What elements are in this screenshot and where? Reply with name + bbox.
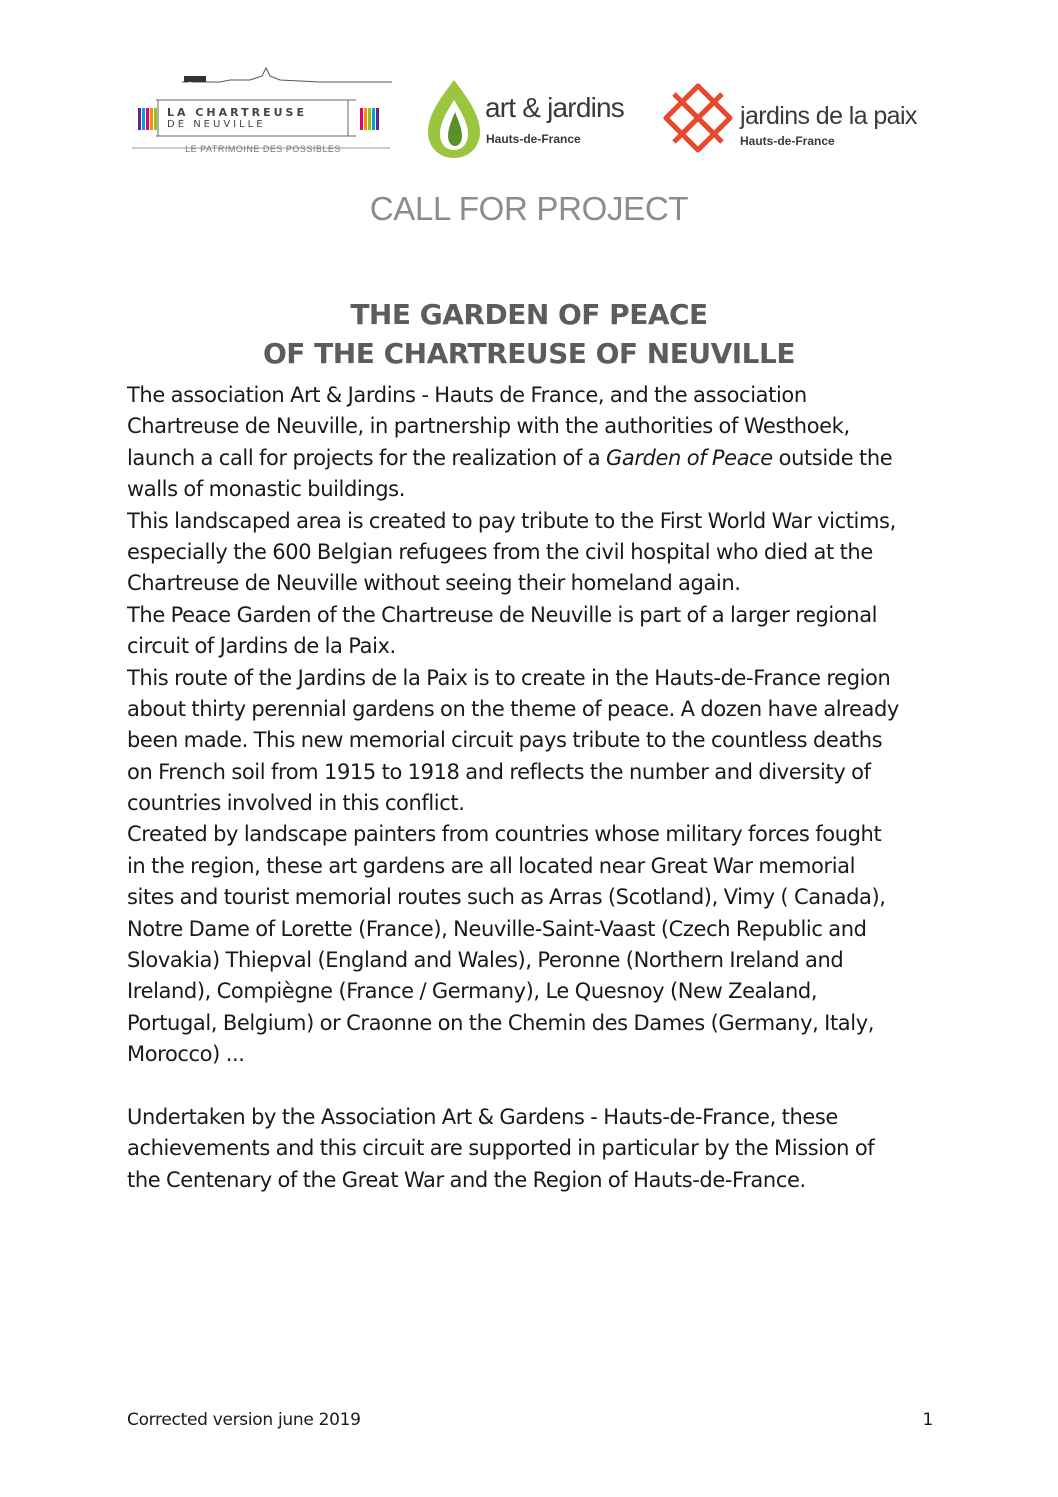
body-line: circuit of Jardins de la Paix. bbox=[127, 634, 396, 659]
body-line-text: outside the bbox=[772, 445, 893, 470]
document-title bbox=[0, 295, 1058, 373]
body-line: walls of monastic buildings. bbox=[127, 477, 405, 502]
jardins-paix-name: jardins de la paix bbox=[740, 102, 917, 130]
body-line: sites and tourist memorial routes such as Arras (Scotland), Vimy ( Canada), bbox=[127, 885, 886, 910]
version-note: Corrected version june 2019 bbox=[127, 1410, 361, 1430]
body-line: countries involved in this conflict. bbox=[127, 791, 465, 816]
body-line: about thirty perennial gardens on the theme of peace. A dozen have already bbox=[127, 696, 899, 721]
body-line: The association Art & Jardins - Hauts de France, and the association bbox=[127, 383, 807, 407]
body-line: especially the 600 Belgian refugees from the civil hospital who died at the bbox=[127, 539, 873, 564]
body-line: Notre Dame of Lorette (France), Neuville-Saint-Vaast (Czech Republic and bbox=[127, 916, 867, 941]
body-line bbox=[127, 443, 947, 474]
page-number: 1 bbox=[922, 1410, 933, 1430]
body-line: the Centenary of the Great War and the Region of Hauts-de-France. bbox=[127, 1167, 806, 1192]
body-line: Created by landscape painters from countries whose military forces fought bbox=[127, 822, 882, 847]
document-title-line1: THE GARDEN OF PEACE bbox=[350, 298, 708, 331]
body-line: Chartreuse de Neuville without seeing their homeland again. bbox=[127, 571, 741, 596]
body-line-text: launch a call for projects for the realization of a bbox=[127, 445, 606, 470]
body-line: This route of the Jardins de la Paix is to create in the Hauts-de-France region bbox=[127, 665, 891, 690]
chartreuse-logo-line1: LA CHARTREUSE bbox=[167, 106, 307, 119]
body-line: Ireland), Compiègne (France / Germany), Le Quesnoy (New Zealand, bbox=[127, 979, 818, 1004]
jardins-paix-logo bbox=[660, 80, 940, 160]
chartreuse-logo-tagline: LE PATRIMOINE DES POSSIBLES bbox=[185, 144, 341, 154]
body-line: This landscaped area is created to pay tribute to the First World War victims, bbox=[127, 508, 896, 533]
chartreuse-logo bbox=[130, 64, 392, 158]
garden-of-peace-emphasis: Garden of Peace bbox=[605, 445, 773, 470]
paragraph-gap bbox=[127, 1071, 947, 1102]
art-jardins-name: art & jardins bbox=[485, 92, 624, 123]
body-line: on French soil from 1915 to 1918 and reflects the number and diversity of bbox=[127, 759, 871, 784]
peace-knot-icon bbox=[660, 80, 736, 156]
body-line: Slovakia) Thiepval (England and Wales), Peronne (Northern Ireland and bbox=[127, 948, 844, 973]
logo-header bbox=[0, 0, 1058, 175]
call-for-project-heading: CALL FOR PROJECT bbox=[369, 190, 689, 227]
body-line: Morocco) ... bbox=[127, 1042, 245, 1067]
body-line: Undertaken by the Association Art & Gardens - Hauts-de-France, these bbox=[127, 1104, 838, 1129]
body-line: Portugal, Belgium) or Craonne on the Chemin des Dames (Germany, Italy, bbox=[127, 1010, 875, 1035]
document-body bbox=[127, 380, 947, 1196]
page-footer bbox=[127, 1410, 933, 1436]
art-jardins-logo bbox=[424, 78, 654, 162]
chartreuse-logo-line2: DE NEUVILLE bbox=[167, 119, 266, 130]
body-line: Chartreuse de Neuville, in partnership with the authorities of Westhoek, bbox=[127, 414, 850, 439]
body-line: been made. This new memorial circuit pays tribute to the countless deaths bbox=[127, 728, 883, 753]
document-title-line2: OF THE CHARTREUSE OF NEUVILLE bbox=[263, 337, 795, 370]
leaf-drop-icon bbox=[424, 78, 484, 162]
body-line: achievements and this circuit are supported in particular by the Mission of bbox=[127, 1136, 875, 1161]
jardins-paix-region: Hauts-de-France bbox=[740, 134, 835, 148]
body-line: in the region, these art gardens are all located near Great War memorial bbox=[127, 853, 856, 878]
body-line: The Peace Garden of the Chartreuse de Neuville is part of a larger regional bbox=[127, 602, 878, 627]
art-jardins-region: Hauts-de-France bbox=[486, 132, 581, 146]
